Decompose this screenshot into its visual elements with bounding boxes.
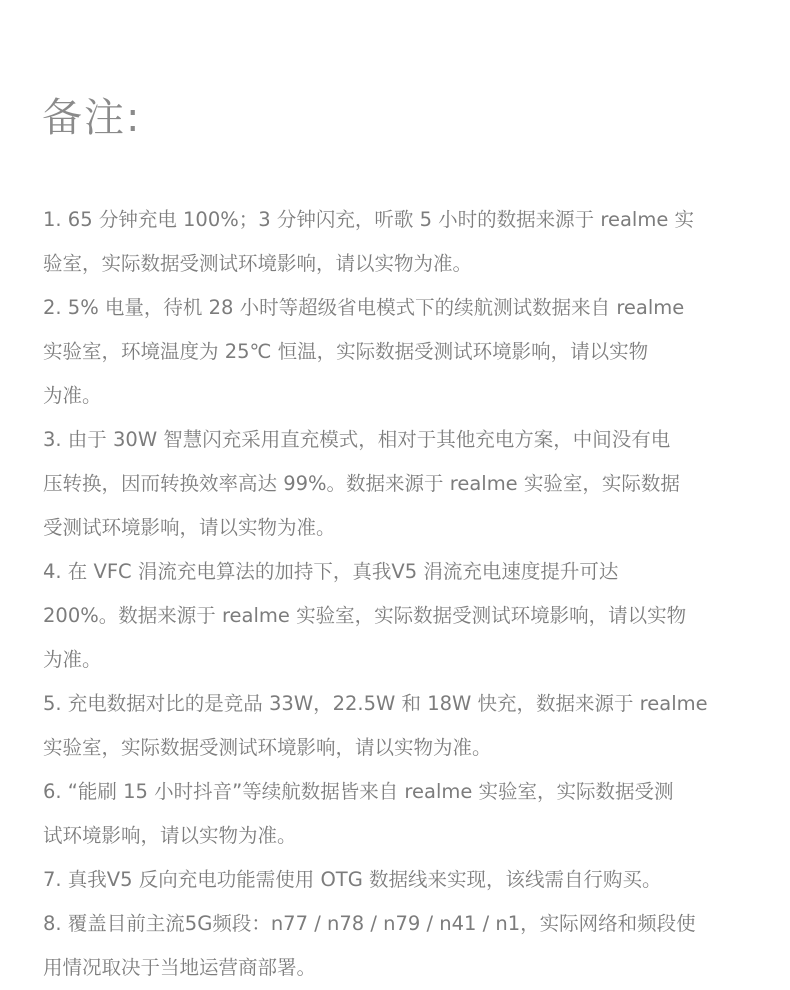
note-line: 为准。 [43,648,102,671]
note-line: 压转换，因而转换效率高达 99%。数据来源于 realme 实验室，实际数据 [43,472,680,495]
note-item-5 [43,682,763,770]
note-line: 为准。 [43,384,102,407]
note-item-4 [43,550,763,682]
note-line: 验室，实际数据受测试环境影响，请以实物为准。 [43,252,473,275]
note-line: 2. 5% 电量，待机 28 小时等超级省电模式下的续航测试数据来自 realme [43,296,685,319]
note-item-1 [43,198,763,286]
note-line: 5. 充电数据对比的是竞品 33W，22.5W 和 18W 快充，数据来源于 realme [43,692,708,715]
note-line: 8. 覆盖目前主流5G频段：n77 / n78 / n79 / n41 / n1，实际网络和频段使 [43,912,696,935]
note-line: 3. 由于 30W 智慧闪充采用直充模式，相对于其他充电方案，中间没有电 [43,428,671,451]
note-line: 1. 65 分钟充电 100%；3 分钟闪充，听歌 5 小时的数据来源于 realme 实 [43,208,695,231]
note-item-2 [43,286,763,418]
note-line: 7. 真我V5 反向充电功能需使用 OTG 数据线来实现，该线需自行购买。 [43,868,662,891]
note-item-7 [43,858,763,902]
note-line: 4. 在 VFC 涓流充电算法的加持下，真我V5 涓流充电速度提升可达 [43,560,619,583]
note-line: 200%。数据来源于 realme 实验室，实际数据受测试环境影响，请以实物 [43,604,687,627]
note-line: 实验室，实际数据受测试环境影响，请以实物为准。 [43,736,492,759]
note-item-8 [43,902,763,990]
note-line: 6. “能刷 15 小时抖音”等续航数据皆来自 realme 实验室，实际数据受测 [43,780,674,803]
note-line: 试环境影响，请以实物为准。 [43,824,297,847]
note-line: 实验室，环境温度为 25℃ 恒温，实际数据受测试环境影响，请以实物 [43,340,649,363]
note-line: 受测试环境影响，请以实物为准。 [43,516,336,539]
page-title: 备注: [42,95,142,141]
notes-list [43,198,763,990]
note-line: 用情况取决于当地运营商部署。 [43,956,317,979]
note-item-3 [43,418,763,550]
note-item-6 [43,770,763,858]
